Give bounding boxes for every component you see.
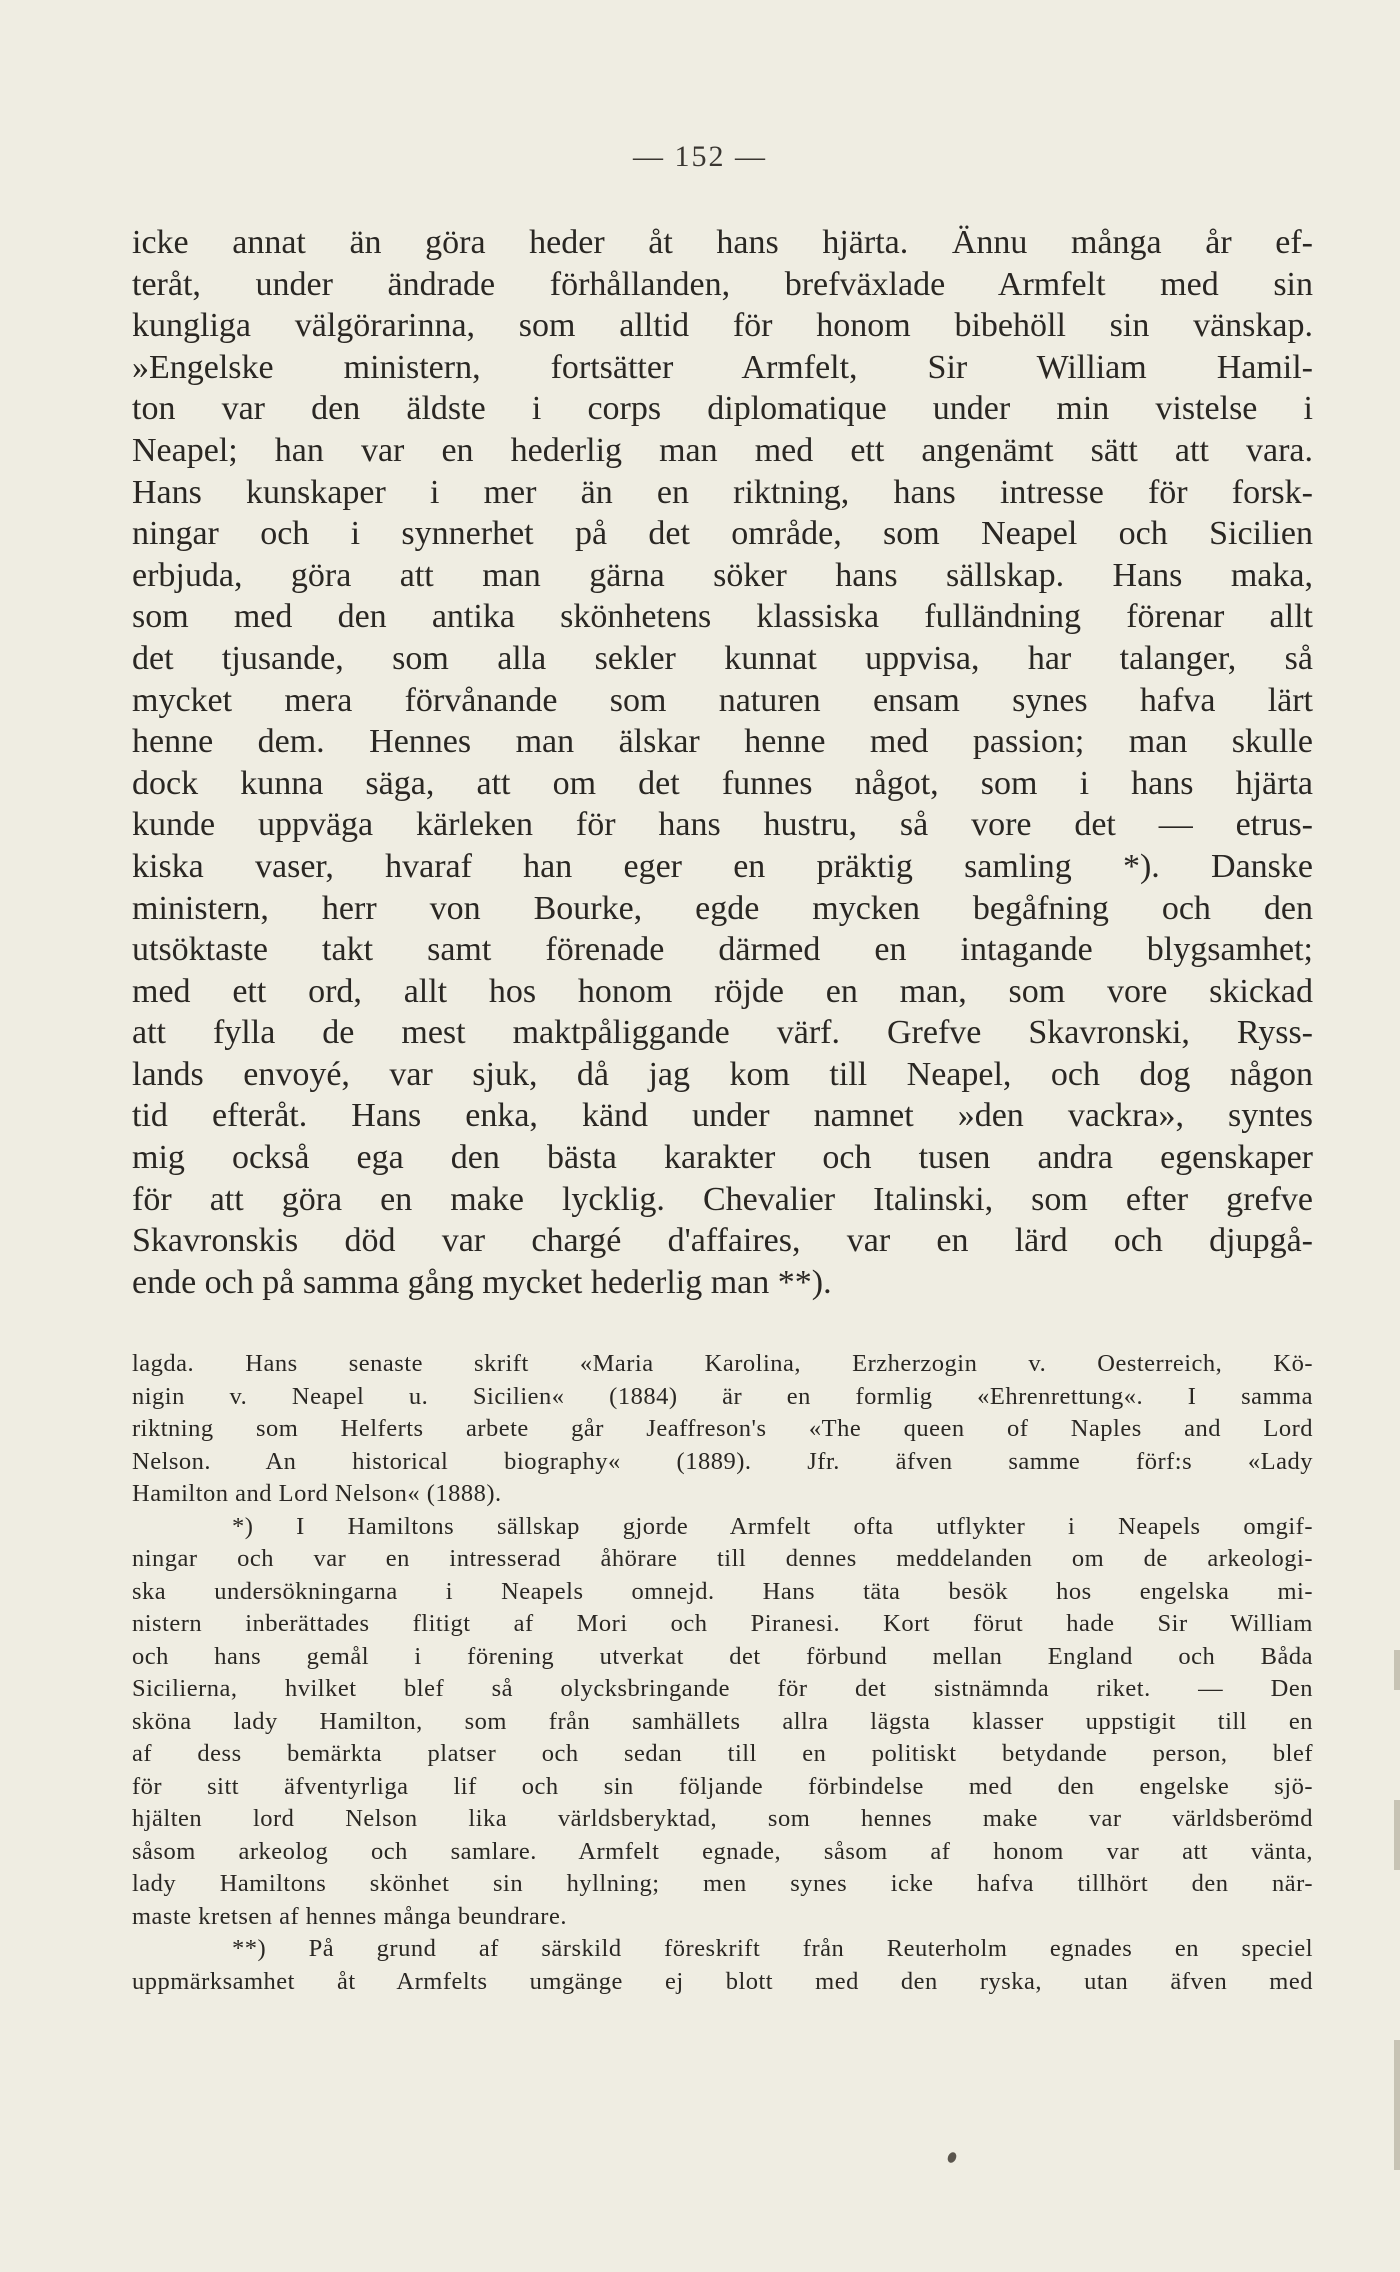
body-line-9: erbjuda, göra att man gärna söker hans sällskap. Hans maka, [132,556,1313,594]
footnote-line-20: uppmärksamhet åt Armfelts umgänge ej blott med den ryska, utan äfven med [132,1967,1313,1995]
body-line-14: dock kunna säga, att om det funnes något, som i hans hjärta [132,764,1313,802]
body-line-3: kungliga välgörarinna, som alltid för honom bibehöll sin vänskap. [132,307,1313,345]
scan-edge-shadow [1394,2040,1400,2170]
footnote-line-5: Hamilton and Lord Nelson« (1888). [132,1480,502,1507]
scan-edge-shadow [1394,1800,1400,1870]
footnote-line-14: för sitt äfventyrliga lif och sin följande förbindelse med den engelske sjö- [132,1772,1313,1800]
footnote-line-2: nigin v. Neapel u. Sicilien« (1884) är en formlig «Ehrenrettung«. I samma [132,1382,1313,1410]
body-line-15: kunde uppväga kärleken för hans hustru, så vore det — etrus- [132,806,1313,844]
body-line-10: som med den antika skönhetens klassiska fulländning förenar allt [132,598,1313,636]
body-line-2: teråt, under ändrade förhållanden, brefväxlade Armfelt med sin [132,265,1313,303]
body-text [132,222,1313,1303]
body-line-8: ningar och i synnerhet på det område, som Neapel och Sicilien [132,515,1313,553]
footnote-line-15: hjälten lord Nelson lika världsberyktad, som hennes make var världsberömd [132,1805,1313,1832]
footnote-line-9: nistern inberättades flitigt af Mori och Piranesi. Kort förut hade Sir William [132,1610,1313,1637]
body-line-17: ministern, herr von Bourke, egde mycken begåfning och den [132,889,1313,927]
footnotes [132,1348,1313,1998]
body-line-11: det tjusande, som alla sekler kunnat uppvisa, har talanger, så [132,639,1313,677]
body-line-26: ende och på samma gång mycket hederlig man **). [132,1263,832,1301]
footnote-line-4: Nelson. An historical biography« (1889). Jfr. äfven samme förf:s «Lady [132,1447,1313,1475]
footnote-line-6: *) I Hamiltons sällskap gjorde Armfelt ofta utflykter i Neapels omgif- [232,1512,1313,1540]
body-line-4: »Engelske ministern, fortsätter Armfelt, Sir William Hamil- [132,348,1313,386]
body-line-6: Neapel; han var en hederlig man med ett angenämt sätt att vara. [132,431,1313,469]
body-line-16: kiska vaser, hvaraf han eger en präktig samling *). Danske [132,847,1313,885]
footnote-line-18: maste kretsen af hennes många beundrare. [132,1902,567,1930]
footnote-line-17: lady Hamiltons skönhet sin hyllning; men synes icke hafva tillhört den när- [132,1870,1313,1897]
body-line-18: utsöktaste takt samt förenade därmed en intagande blygsamhet; [132,931,1313,969]
body-line-7: Hans kunskaper i mer än en riktning, hans intresse för forsk- [132,473,1313,511]
body-line-21: lands envoyé, var sjuk, då jag kom till Neapel, och dog någon [132,1055,1313,1093]
scan-edge-shadow [1394,1650,1400,1690]
footnote-line-13: af dess bemärkta platser och sedan till en politiskt betydande person, blef [132,1740,1313,1767]
footnote-line-8: ska undersökningarna i Neapels omnejd. Hans täta besök hos engelska mi- [132,1577,1313,1605]
body-line-1: icke annat än göra heder åt hans hjärta. Ännu många år ef- [132,224,1313,261]
ink-speck [946,2151,958,2164]
body-line-20: att fylla de mest maktpåliggande värf. Grefve Skavronski, Ryss- [132,1014,1313,1052]
page-number: — 152 — [633,140,767,173]
body-line-19: med ett ord, allt hos honom röjde en man, som vore skickad [132,972,1313,1010]
body-line-13: henne dem. Hennes man älskar henne med passion; man skulle [132,723,1313,761]
body-line-22: tid efteråt. Hans enka, känd under namnet »den vackra», syntes [132,1097,1313,1135]
footnote-line-19: **) På grund af särskild föreskrift från Reuterholm egnades en speciel [232,1935,1313,1962]
footnote-line-16: såsom arkeolog och samlare. Armfelt egnade, såsom af honom var att vänta, [132,1837,1313,1865]
footnote-line-11: Sicilierna, hvilket blef så olycksbringande för det sistnämnda riket. — Den [132,1675,1313,1702]
footnote-line-12: sköna lady Hamilton, som från samhällets allra lägsta klasser uppstigit till en [132,1707,1313,1735]
body-line-5: ton var den äldste i corps diplomatique under min vistelse i [132,390,1313,428]
footnote-line-10: och hans gemål i förening utverkat det förbund mellan England och Båda [132,1642,1313,1670]
body-line-24: för att göra en make lycklig. Chevalier Italinski, som efter grefve [132,1180,1313,1218]
footnote-line-7: ningar och var en intresserad åhörare till dennes meddelanden om de arkeologi- [132,1545,1313,1572]
footnote-line-3: riktning som Helferts arbete går Jeaffreson's «The queen of Naples and Lord [132,1415,1313,1442]
body-line-23: mig också ega den bästa karakter och tusen andra egenskaper [132,1139,1313,1177]
body-line-12: mycket mera förvånande som naturen ensam synes hafva lärt [132,681,1313,719]
footnote-line-1: lagda. Hans senaste skrift «Maria Karolina, Erzherzogin v. Oesterreich, Kö- [132,1350,1313,1377]
body-line-25: Skavronskis död var chargé d'affaires, var en lärd och djupgå- [132,1222,1313,1260]
